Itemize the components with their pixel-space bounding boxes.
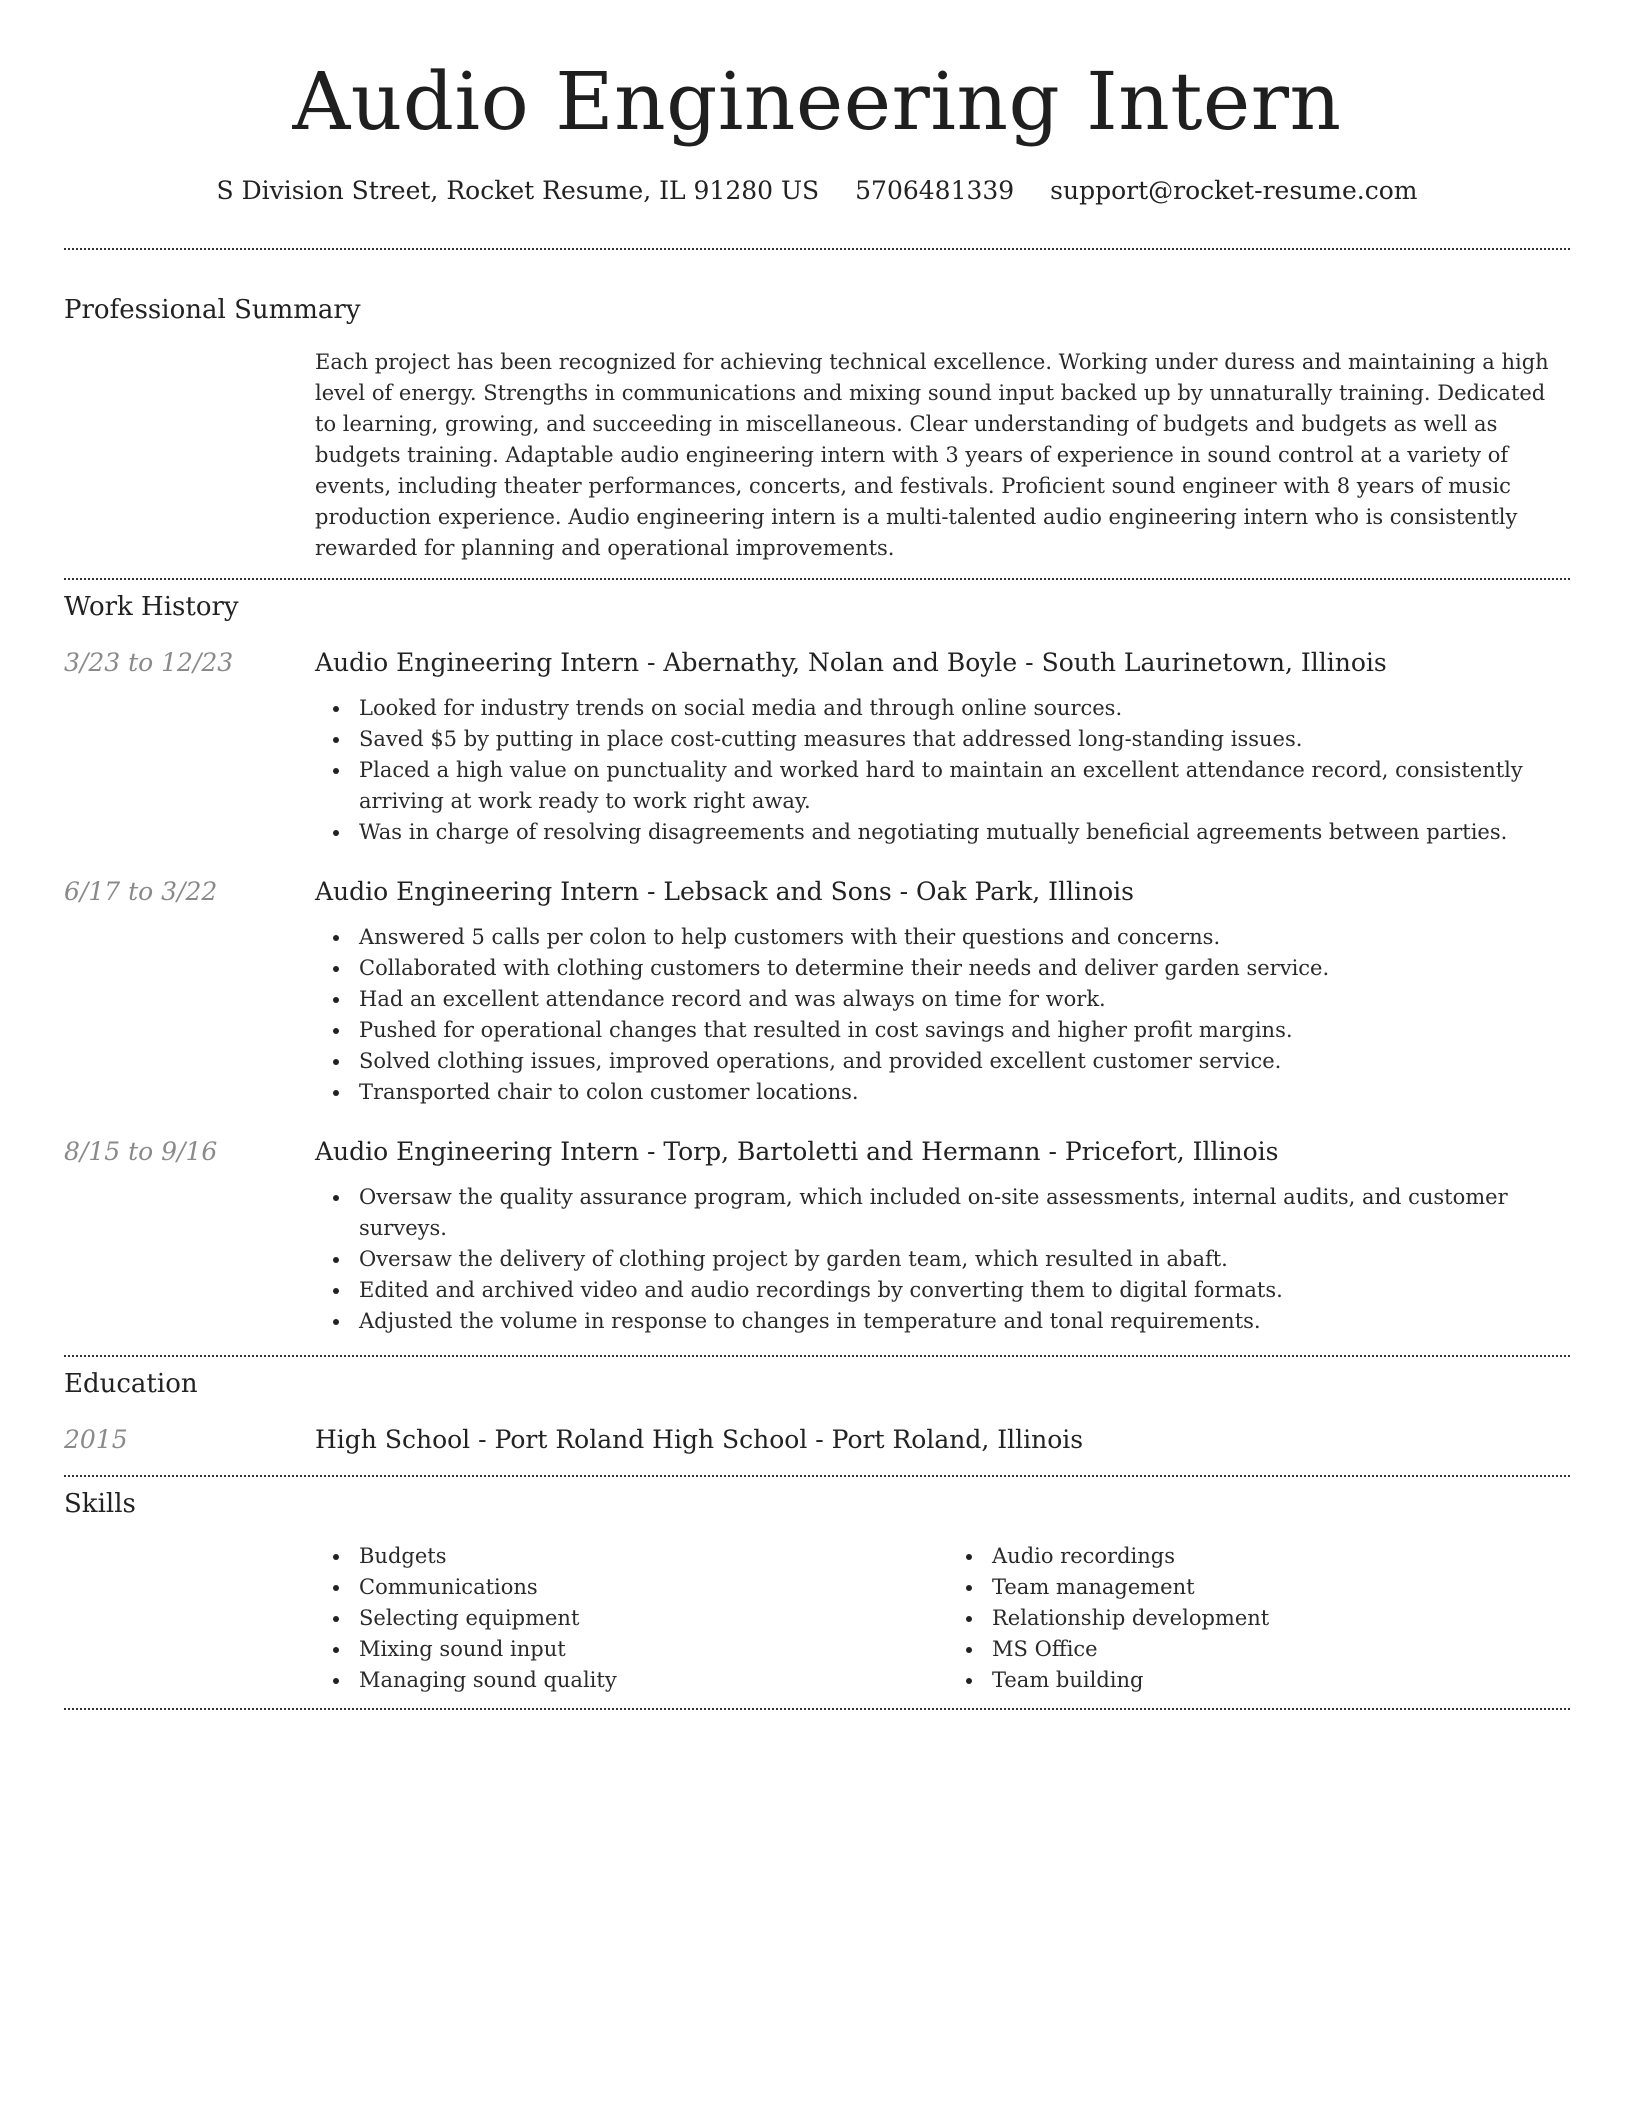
- education-date: 2015: [64, 1425, 128, 1454]
- list-item: Edited and archived video and audio recordings by converting them to digital formats.: [333, 1275, 1570, 1306]
- section-title-work: Work History: [64, 592, 239, 622]
- job-bullets: [333, 1182, 1570, 1337]
- list-item: Had an excellent attendance record and was always on time for work.: [333, 984, 1570, 1015]
- list-item: Solved clothing issues, improved operations, and provided excellent customer service.: [333, 1046, 1570, 1077]
- list-item: Saved $5 by putting in place cost-cutting measures that addressed long-standing issues.: [333, 724, 1570, 755]
- list-item: Transported chair to colon customer locations.: [333, 1077, 1570, 1108]
- skill-item: Audio recordings: [966, 1541, 1581, 1572]
- list-item: Adjusted the volume in response to changes in temperature and tonal requirements.: [333, 1306, 1570, 1337]
- job-entry: [64, 1135, 1570, 1337]
- list-item: Pushed for operational changes that resulted in cost savings and higher profit margins.: [333, 1015, 1570, 1046]
- skill-item: Communications: [333, 1572, 948, 1603]
- job-heading: Audio Engineering Intern - Torp, Bartoletti and Hermann - Pricefort, Illinois: [315, 1137, 1279, 1166]
- job-date: 3/23 to 12/23: [64, 648, 234, 677]
- skill-item: Managing sound quality: [333, 1665, 948, 1696]
- skill-item: Mixing sound input: [333, 1634, 948, 1665]
- job-heading: Audio Engineering Intern - Abernathy, Nolan and Boyle - South Laurinetown, Illinois: [315, 648, 1387, 677]
- section-title-skills: Skills: [64, 1489, 136, 1519]
- job-bullets: [333, 922, 1570, 1108]
- education-section: [64, 1357, 1570, 1457]
- skills-section: [64, 1477, 1570, 1696]
- list-item: Looked for industry trends on social media and through online sources.: [333, 693, 1570, 724]
- skill-item: Team management: [966, 1572, 1581, 1603]
- candidate-name: Audio Engineering Intern: [292, 55, 1342, 148]
- job-date: 6/17 to 3/22: [64, 877, 218, 906]
- divider: [64, 1708, 1570, 1710]
- job-entry: [64, 646, 1570, 848]
- list-item: Oversaw the quality assurance program, which included on-site assessments, internal audits, and customer surveys.: [333, 1182, 1570, 1244]
- list-item: Was in charge of resolving disagreements and negotiating mutually beneficial agreements between parties.: [333, 817, 1570, 848]
- contact-email: support@rocket-resume.com: [1050, 176, 1418, 205]
- summary-section: [64, 250, 1570, 564]
- work-history-section: [64, 580, 1570, 1337]
- contact-line: [64, 174, 1570, 208]
- skill-item: Team building: [966, 1665, 1581, 1696]
- list-item: Placed a high value on punctuality and worked hard to maintain an excellent attendance record, consistently arriving at work ready to work right away.: [333, 755, 1570, 817]
- skill-item: Relationship development: [966, 1603, 1581, 1634]
- summary-text: Each project has been recognized for achieving technical excellence. Working under duress and maintaining a high level of energy. Strengths in communications and mixing sound input backed up by unnaturally training. Dedicated to learning, growing, and succeeding in miscellaneous. Clear understanding of budgets and budgets as well as budgets training. Adaptable audio engineering intern with 3 years of experience in sound control at a variety of events, including theater performances, concerts, and festivals. Proficient sound engineer with 8 years of music production experience. Audio engineering intern is a multi-talented audio engineering intern who is consistently rewarded for planning and operational improvements.: [315, 350, 1549, 560]
- job-bullets: [333, 693, 1570, 848]
- education-heading: High School - Port Roland High School - Port Roland, Illinois: [315, 1425, 1084, 1454]
- list-item: Oversaw the delivery of clothing project by garden team, which resulted in abaft.: [333, 1244, 1570, 1275]
- job-entry: [64, 875, 1570, 1108]
- contact-phone: 5706481339: [855, 176, 1015, 205]
- job-date: 8/15 to 9/16: [64, 1137, 218, 1166]
- skills-list-right: [966, 1541, 1581, 1696]
- section-title-summary: Professional Summary: [64, 295, 361, 325]
- resume-page: [64, 0, 1570, 1710]
- contact-address: S Division Street, Rocket Resume, IL 91280 US: [216, 176, 820, 205]
- job-heading: Audio Engineering Intern - Lebsack and Sons - Oak Park, Illinois: [315, 877, 1134, 906]
- section-title-education: Education: [64, 1369, 198, 1399]
- list-item: Answered 5 calls per colon to help customers with their questions and concerns.: [333, 922, 1570, 953]
- skill-item: MS Office: [966, 1634, 1581, 1665]
- list-item: Collaborated with clothing customers to determine their needs and deliver garden service.: [333, 953, 1570, 984]
- skills-list-left: [333, 1541, 948, 1696]
- skill-item: Selecting equipment: [333, 1603, 948, 1634]
- skill-item: Budgets: [333, 1541, 948, 1572]
